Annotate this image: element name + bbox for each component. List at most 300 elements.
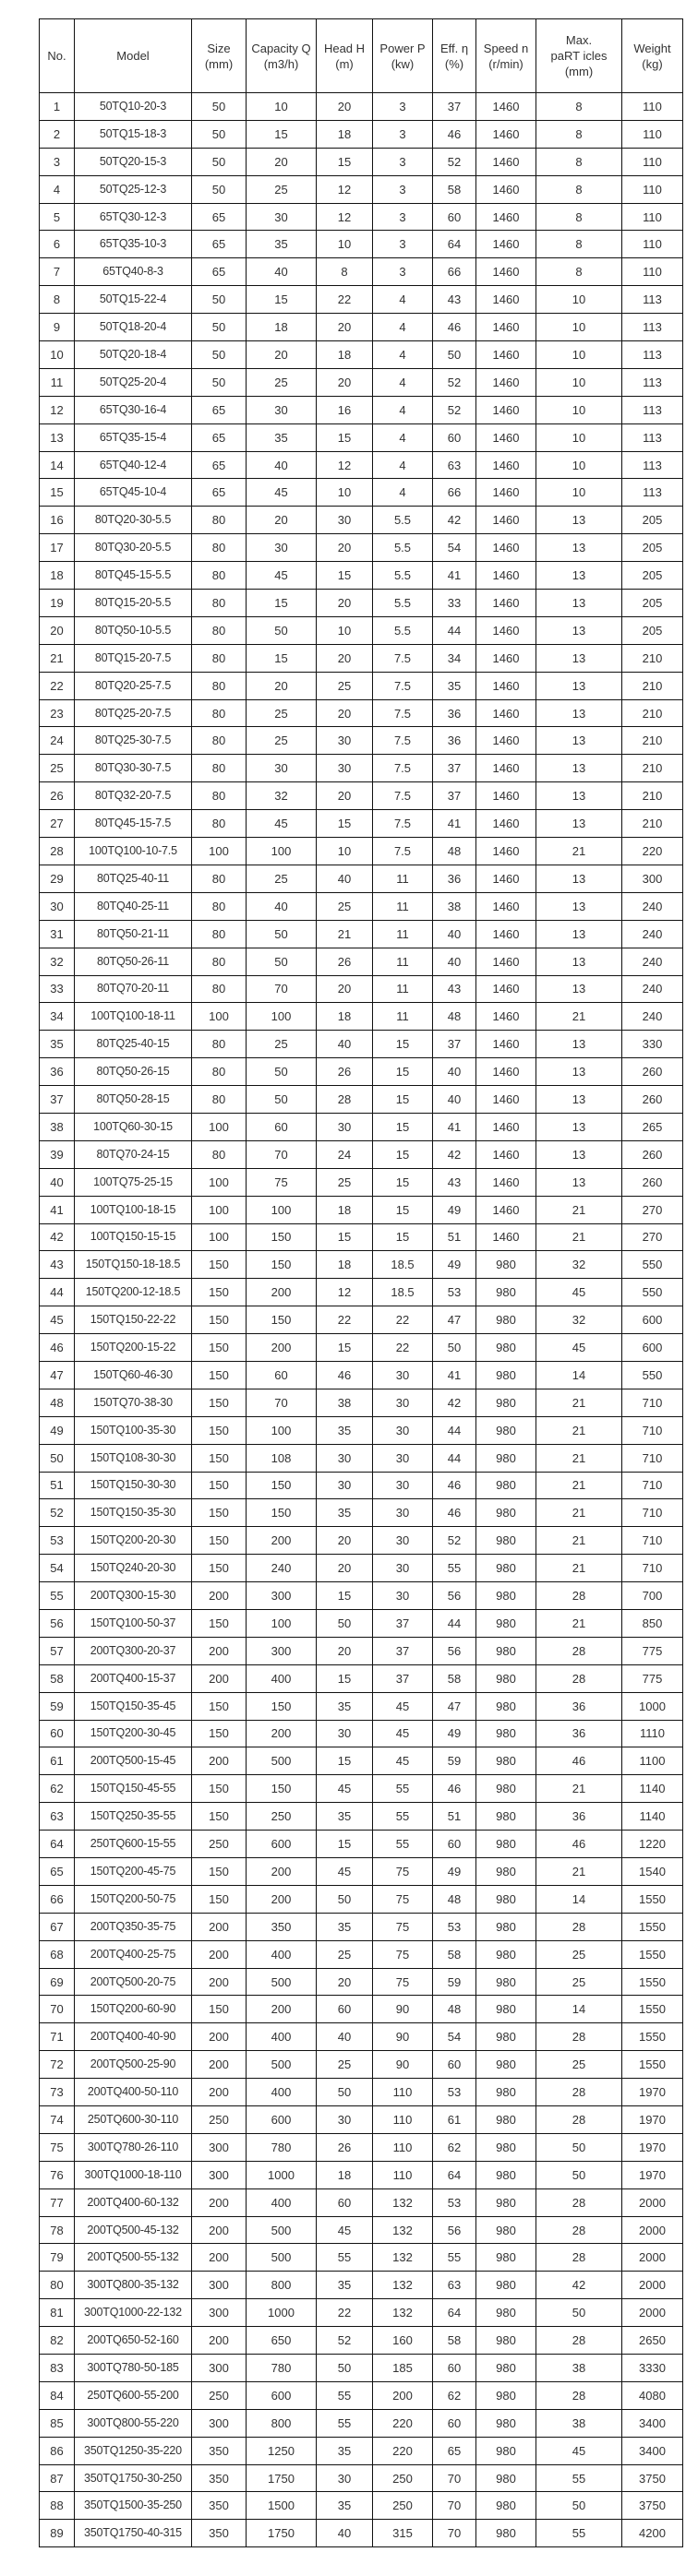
cell-weight: 775 [622,1637,683,1664]
cell-weight: 300 [622,865,683,892]
cell-head: 22 [317,286,373,314]
cell-weight: 240 [622,948,683,975]
cell-max-particles: 28 [536,2216,622,2244]
cell-no: 1 [40,93,75,121]
cell-no: 53 [40,1527,75,1555]
table-row [40,2464,683,2492]
table-row [40,1168,683,1196]
cell-power: 45 [373,1692,433,1720]
cell-power: 4 [373,341,433,369]
cell-max-particles: 13 [536,672,622,699]
cell-size: 350 [192,2520,247,2547]
cell-no: 5 [40,203,75,231]
cell-weight: 710 [622,1444,683,1472]
cell-efficiency: 64 [433,2299,476,2327]
cell-model: 65TQ30-12-3 [75,203,192,231]
cell-head: 20 [317,1637,373,1664]
cell-size: 300 [192,2133,247,2161]
cell-no: 81 [40,2299,75,2327]
cell-power: 7.5 [373,755,433,782]
table-row [40,699,683,727]
cell-capacity: 25 [247,175,317,203]
cell-speed: 980 [476,2023,536,2051]
cell-speed: 980 [476,1279,536,1306]
cell-head: 15 [317,1334,373,1362]
cell-no: 76 [40,2161,75,2188]
cell-efficiency: 53 [433,2188,476,2216]
table-row [40,1279,683,1306]
cell-no: 29 [40,865,75,892]
cell-weight: 210 [622,699,683,727]
cell-model: 150TQ200-45-75 [75,1858,192,1886]
cell-power: 3 [373,258,433,286]
cell-no: 33 [40,975,75,1003]
cell-size: 200 [192,1747,247,1775]
cell-model: 200TQ300-20-37 [75,1637,192,1664]
cell-power: 250 [373,2464,433,2492]
cell-capacity: 35 [247,423,317,451]
cell-weight: 110 [622,258,683,286]
column-header-model [75,19,192,93]
cell-model: 300TQ800-35-132 [75,2272,192,2299]
cell-capacity: 150 [247,1472,317,1499]
cell-max-particles: 32 [536,1251,622,1279]
table-row [40,2381,683,2409]
column-header-size [192,19,247,93]
cell-max-particles: 13 [536,920,622,948]
cell-model: 80TQ40-25-11 [75,892,192,920]
cell-head: 30 [317,755,373,782]
cell-size: 300 [192,2299,247,2327]
cell-no: 27 [40,810,75,838]
cell-speed: 980 [476,2409,536,2437]
cell-weight: 2000 [622,2244,683,2272]
cell-no: 83 [40,2355,75,2382]
table-row [40,2079,683,2106]
cell-no: 88 [40,2492,75,2520]
cell-weight: 3330 [622,2355,683,2382]
cell-power: 250 [373,2492,433,2520]
cell-capacity: 35 [247,231,317,258]
cell-speed: 980 [476,1720,536,1747]
cell-max-particles: 14 [536,1996,622,2023]
cell-capacity: 200 [247,1996,317,2023]
cell-efficiency: 43 [433,1168,476,1196]
cell-efficiency: 61 [433,2106,476,2134]
cell-capacity: 60 [247,1361,317,1389]
cell-model: 80TQ50-26-15 [75,1058,192,1086]
cell-efficiency: 49 [433,1251,476,1279]
cell-model: 80TQ25-40-11 [75,865,192,892]
cell-weight: 1000 [622,1692,683,1720]
cell-max-particles: 8 [536,148,622,175]
cell-no: 82 [40,2327,75,2355]
cell-model: 100TQ100-18-11 [75,1003,192,1031]
cell-model: 100TQ100-18-15 [75,1196,192,1223]
cell-efficiency: 41 [433,1361,476,1389]
cell-capacity: 650 [247,2327,317,2355]
cell-no: 86 [40,2437,75,2464]
cell-head: 20 [317,534,373,562]
cell-speed: 980 [476,2437,536,2464]
cell-no: 21 [40,644,75,672]
cell-weight: 113 [622,479,683,507]
cell-power: 30 [373,1582,433,1610]
cell-model: 350TQ1750-30-250 [75,2464,192,2492]
header-text: (kw) [391,56,415,71]
cell-no: 61 [40,1747,75,1775]
cell-head: 12 [317,203,373,231]
cell-max-particles: 42 [536,2272,622,2299]
cell-model: 150TQ60-46-30 [75,1361,192,1389]
cell-weight: 600 [622,1334,683,1362]
cell-capacity: 18 [247,314,317,341]
header-text: Power P [379,41,426,55]
cell-capacity: 350 [247,1913,317,1940]
cell-speed: 980 [476,2520,536,2547]
header-text: Speed n [483,41,529,55]
cell-model: 80TQ32-20-7.5 [75,782,192,810]
cell-efficiency: 66 [433,479,476,507]
table-row [40,1582,683,1610]
cell-speed: 980 [476,1609,536,1637]
cell-model: 50TQ25-12-3 [75,175,192,203]
cell-power: 3 [373,175,433,203]
cell-head: 10 [317,838,373,865]
cell-efficiency: 60 [433,203,476,231]
cell-speed: 980 [476,2161,536,2188]
cell-head: 35 [317,1803,373,1831]
table-row [40,920,683,948]
cell-model: 150TQ200-20-30 [75,1527,192,1555]
cell-model: 200TQ400-50-110 [75,2079,192,2106]
cell-capacity: 40 [247,451,317,479]
cell-model: 300TQ780-50-185 [75,2355,192,2382]
cell-max-particles: 28 [536,2106,622,2134]
cell-head: 20 [317,1968,373,1996]
table-row [40,1637,683,1664]
cell-no: 40 [40,1168,75,1196]
cell-speed: 1460 [476,120,536,148]
cell-weight: 550 [622,1361,683,1389]
cell-model: 350TQ1750-40-315 [75,2520,192,2547]
header-text: (kg) [642,56,663,71]
cell-power: 3 [373,203,433,231]
cell-max-particles: 25 [536,2051,622,2079]
cell-efficiency: 59 [433,1747,476,1775]
cell-head: 35 [317,2492,373,2520]
cell-model: 50TQ15-18-3 [75,120,192,148]
cell-power: 4 [373,423,433,451]
cell-power: 11 [373,1003,433,1031]
cell-power: 7.5 [373,644,433,672]
table-row [40,1968,683,1996]
table-row [40,1334,683,1362]
cell-efficiency: 49 [433,1720,476,1747]
cell-max-particles: 13 [536,1168,622,1196]
cell-head: 10 [317,479,373,507]
cell-no: 60 [40,1720,75,1747]
cell-head: 25 [317,1940,373,1968]
cell-speed: 1460 [476,314,536,341]
cell-capacity: 20 [247,148,317,175]
cell-head: 20 [317,1555,373,1582]
cell-capacity: 25 [247,699,317,727]
header-text: Max. [565,33,593,47]
cell-size: 80 [192,865,247,892]
cell-head: 50 [317,2079,373,2106]
cell-model: 80TQ15-20-7.5 [75,644,192,672]
cell-max-particles: 13 [536,975,622,1003]
cell-max-particles: 21 [536,838,622,865]
cell-weight: 3750 [622,2464,683,2492]
cell-no: 80 [40,2272,75,2299]
cell-no: 52 [40,1499,75,1527]
cell-head: 35 [317,1692,373,1720]
cell-max-particles: 21 [536,1499,622,1527]
cell-no: 31 [40,920,75,948]
cell-speed: 980 [476,2244,536,2272]
cell-head: 18 [317,1196,373,1223]
cell-no: 18 [40,562,75,590]
cell-efficiency: 49 [433,1196,476,1223]
cell-max-particles: 45 [536,1334,622,1362]
cell-weight: 710 [622,1499,683,1527]
cell-weight: 270 [622,1196,683,1223]
header-text: paRT icles [550,49,608,63]
cell-no: 38 [40,1113,75,1140]
cell-max-particles: 50 [536,2492,622,2520]
cell-speed: 1460 [476,644,536,672]
cell-size: 80 [192,948,247,975]
table-row [40,507,683,534]
cell-efficiency: 35 [433,672,476,699]
cell-power: 3 [373,120,433,148]
cell-model: 50TQ25-20-4 [75,368,192,396]
cell-max-particles: 13 [536,562,622,590]
cell-model: 80TQ50-28-15 [75,1086,192,1114]
cell-weight: 550 [622,1279,683,1306]
cell-power: 90 [373,1996,433,2023]
cell-power: 22 [373,1306,433,1334]
table-row [40,2106,683,2134]
cell-head: 38 [317,1389,373,1416]
cell-efficiency: 42 [433,507,476,534]
cell-speed: 1460 [476,975,536,1003]
cell-max-particles: 14 [536,1361,622,1389]
cell-max-particles: 13 [536,616,622,644]
cell-head: 35 [317,1913,373,1940]
cell-max-particles: 28 [536,1913,622,1940]
table-row [40,451,683,479]
cell-model: 80TQ50-10-5.5 [75,616,192,644]
cell-capacity: 60 [247,1113,317,1140]
cell-max-particles: 28 [536,2023,622,2051]
cell-weight: 1550 [622,1885,683,1913]
cell-efficiency: 58 [433,1940,476,1968]
table-row [40,1444,683,1472]
cell-model: 200TQ300-15-30 [75,1582,192,1610]
cell-power: 11 [373,948,433,975]
cell-weight: 1110 [622,1720,683,1747]
table-row [40,2299,683,2327]
cell-efficiency: 37 [433,93,476,121]
cell-speed: 1460 [476,727,536,755]
cell-efficiency: 48 [433,1996,476,2023]
cell-max-particles: 28 [536,1637,622,1664]
cell-model: 50TQ20-15-3 [75,148,192,175]
table-row [40,1416,683,1444]
cell-size: 150 [192,1416,247,1444]
cell-max-particles: 21 [536,1003,622,1031]
cell-max-particles: 28 [536,2188,622,2216]
cell-size: 150 [192,1389,247,1416]
cell-capacity: 50 [247,1058,317,1086]
cell-speed: 1460 [476,1168,536,1196]
cell-power: 110 [373,2161,433,2188]
cell-model: 80TQ45-15-7.5 [75,810,192,838]
table-row [40,1251,683,1279]
cell-weight: 775 [622,1664,683,1692]
cell-capacity: 100 [247,1609,317,1637]
cell-size: 200 [192,2188,247,2216]
cell-weight: 600 [622,1306,683,1334]
cell-capacity: 1000 [247,2161,317,2188]
table-row [40,286,683,314]
cell-capacity: 25 [247,1031,317,1058]
cell-no: 54 [40,1555,75,1582]
table-row [40,2216,683,2244]
cell-max-particles: 8 [536,203,622,231]
cell-size: 300 [192,2161,247,2188]
cell-power: 7.5 [373,782,433,810]
cell-no: 71 [40,2023,75,2051]
cell-power: 30 [373,1499,433,1527]
cell-weight: 210 [622,727,683,755]
cell-power: 4 [373,368,433,396]
cell-power: 200 [373,2381,433,2409]
cell-efficiency: 70 [433,2492,476,2520]
cell-efficiency: 63 [433,2272,476,2299]
cell-model: 80TQ20-30-5.5 [75,507,192,534]
cell-speed: 1460 [476,286,536,314]
cell-speed: 1460 [476,231,536,258]
table-row [40,1223,683,1251]
cell-no: 75 [40,2133,75,2161]
cell-model: 80TQ25-40-15 [75,1031,192,1058]
cell-weight: 1220 [622,1831,683,1858]
cell-size: 80 [192,1140,247,1168]
cell-head: 35 [317,2437,373,2464]
cell-no: 69 [40,1968,75,1996]
cell-max-particles: 10 [536,341,622,369]
cell-weight: 3400 [622,2409,683,2437]
cell-capacity: 150 [247,1499,317,1527]
cell-weight: 240 [622,1003,683,1031]
cell-model: 65TQ30-16-4 [75,396,192,423]
cell-power: 7.5 [373,810,433,838]
cell-weight: 710 [622,1527,683,1555]
cell-model: 80TQ30-30-7.5 [75,755,192,782]
cell-no: 2 [40,120,75,148]
cell-efficiency: 42 [433,1389,476,1416]
cell-speed: 980 [476,1416,536,1444]
cell-max-particles: 13 [536,590,622,617]
cell-head: 25 [317,672,373,699]
cell-capacity: 500 [247,2244,317,2272]
cell-speed: 980 [476,1858,536,1886]
cell-head: 46 [317,1361,373,1389]
cell-weight: 1550 [622,1968,683,1996]
cell-capacity: 50 [247,948,317,975]
cell-weight: 1540 [622,1858,683,1886]
cell-no: 4 [40,175,75,203]
cell-power: 3 [373,148,433,175]
cell-no: 64 [40,1831,75,1858]
cell-model: 80TQ50-21-11 [75,920,192,948]
column-header-no [40,19,75,93]
cell-model: 200TQ500-15-45 [75,1747,192,1775]
cell-power: 30 [373,1472,433,1499]
cell-model: 150TQ200-60-90 [75,1996,192,2023]
cell-max-particles: 13 [536,1058,622,1086]
cell-size: 150 [192,1527,247,1555]
table-row [40,396,683,423]
cell-capacity: 200 [247,1527,317,1555]
cell-size: 150 [192,1472,247,1499]
table-row [40,892,683,920]
cell-power: 110 [373,2106,433,2134]
cell-size: 80 [192,892,247,920]
cell-model: 65TQ40-8-3 [75,258,192,286]
cell-size: 80 [192,672,247,699]
cell-speed: 980 [476,1527,536,1555]
table-row [40,1058,683,1086]
cell-speed: 1460 [476,1003,536,1031]
cell-size: 80 [192,534,247,562]
cell-power: 11 [373,975,433,1003]
cell-size: 150 [192,1885,247,1913]
cell-size: 65 [192,479,247,507]
cell-speed: 1460 [476,1058,536,1086]
cell-capacity: 200 [247,1885,317,1913]
cell-speed: 1460 [476,782,536,810]
cell-power: 3 [373,231,433,258]
cell-max-particles: 25 [536,1940,622,1968]
cell-size: 100 [192,1113,247,1140]
cell-capacity: 200 [247,1279,317,1306]
cell-weight: 220 [622,838,683,865]
cell-size: 50 [192,341,247,369]
cell-size: 80 [192,782,247,810]
cell-capacity: 1000 [247,2299,317,2327]
cell-speed: 1460 [476,175,536,203]
cell-efficiency: 70 [433,2464,476,2492]
table-row [40,1692,683,1720]
cell-no: 7 [40,258,75,286]
cell-no: 65 [40,1858,75,1886]
table-row [40,1609,683,1637]
cell-size: 150 [192,1858,247,1886]
cell-capacity: 50 [247,616,317,644]
table-row [40,1086,683,1114]
cell-weight: 110 [622,148,683,175]
cell-no: 56 [40,1609,75,1637]
cell-no: 59 [40,1692,75,1720]
cell-capacity: 780 [247,2355,317,2382]
cell-speed: 1460 [476,616,536,644]
cell-efficiency: 40 [433,1058,476,1086]
